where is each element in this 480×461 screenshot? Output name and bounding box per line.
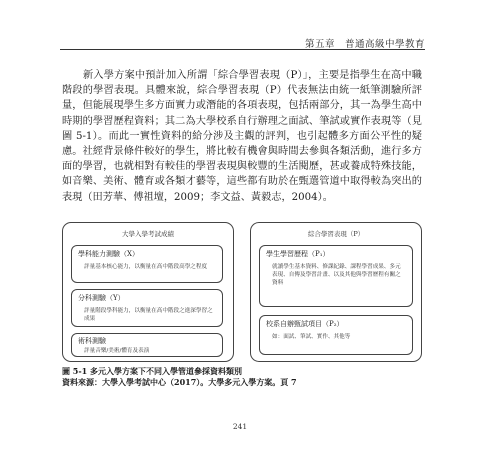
body-text bbox=[62, 68, 422, 205]
box-learning-portfolio-title: 學生學習歷程（P₁） bbox=[266, 250, 330, 258]
box-subject-test-title: 分科測驗（Y） bbox=[78, 294, 125, 302]
header-rule bbox=[60, 49, 425, 50]
box-skill-test-title: 術科測驗 bbox=[78, 337, 106, 345]
box-subject-test bbox=[71, 289, 223, 327]
box-school-screening-title: 校系自辦甄試項目（P₂） bbox=[266, 320, 344, 328]
box-learning-portfolio bbox=[259, 245, 413, 307]
box-gsat-desc: 評量基本核心能力，以衡量在高中階段高學之程度 bbox=[84, 264, 208, 270]
box-school-screening-desc: 如：面試、筆試、實作、其他等 bbox=[272, 334, 351, 340]
box-subject-test-desc: 評量階段學科能力，以衡量在高中階段之進深學習之成果 bbox=[84, 308, 213, 322]
body-paragraph: 新入學方案中預計加入所謂「綜合學習表現（P）」，主要是指學生在高中職階段的學習表現。具體來說，綜合學習表現（P）代表無法由統一紙筆測驗所評量，但能展現學生多方面實力或潛能的各項表現，包括兩部分，其一為學生高中時期的學習歷程資料；其二為大學校系自行辦理之面試、筆試或實作表現等（見圖 5-1）。而此一實性資料的給分涉及主觀的評判，也引起體多方面公平性的疑慮。社經背景條件較好的學生，將比較有機會與時間去參與各類活動，進行多方面的學習，也就相對有較佳的學習表現與較豐的生活閱歷，甚或養成特殊技能，如音樂、美術、體育或各類才藝等，這些都有助於在甄選管道中取得較為突出的表現（田芳華、傅祖壇，2009；李文益、黃毅志，2004）。 bbox=[62, 70, 422, 203]
box-learning-portfolio-desc: 就讀學生基本資料、修課紀錄、課程學習成果、多元表現、自傳及學習計畫、以及其他與學習歷程有關之資料 bbox=[272, 264, 401, 286]
right-panel-learning-performance bbox=[250, 222, 422, 362]
box-gsat-title: 學科能力測驗（X） bbox=[78, 250, 139, 258]
caption-source: 資料來源：大學入學考試中心（2017）。大學多元入學方案。頁 7 bbox=[62, 376, 297, 387]
box-skill-test-desc: 評量音樂/美術/體育及表演 bbox=[84, 348, 150, 354]
chapter-header: 第五章 普通高級中學教育 bbox=[304, 39, 425, 50]
figure-5-1 bbox=[62, 222, 422, 362]
caption-title: 圖 5-1 多元入學方案下不同入學管道參採資料類別 bbox=[62, 366, 243, 376]
left-panel-exam-scores bbox=[62, 222, 234, 362]
figure-caption bbox=[62, 366, 297, 387]
page-number: 241 bbox=[232, 422, 248, 431]
box-school-screening bbox=[259, 315, 413, 355]
right-panel-title: 綜合學習表現（P） bbox=[307, 230, 365, 238]
box-skill-test bbox=[71, 333, 223, 357]
left-panel-title: 大學入學考試成績 bbox=[122, 230, 174, 238]
box-gsat bbox=[71, 245, 223, 283]
